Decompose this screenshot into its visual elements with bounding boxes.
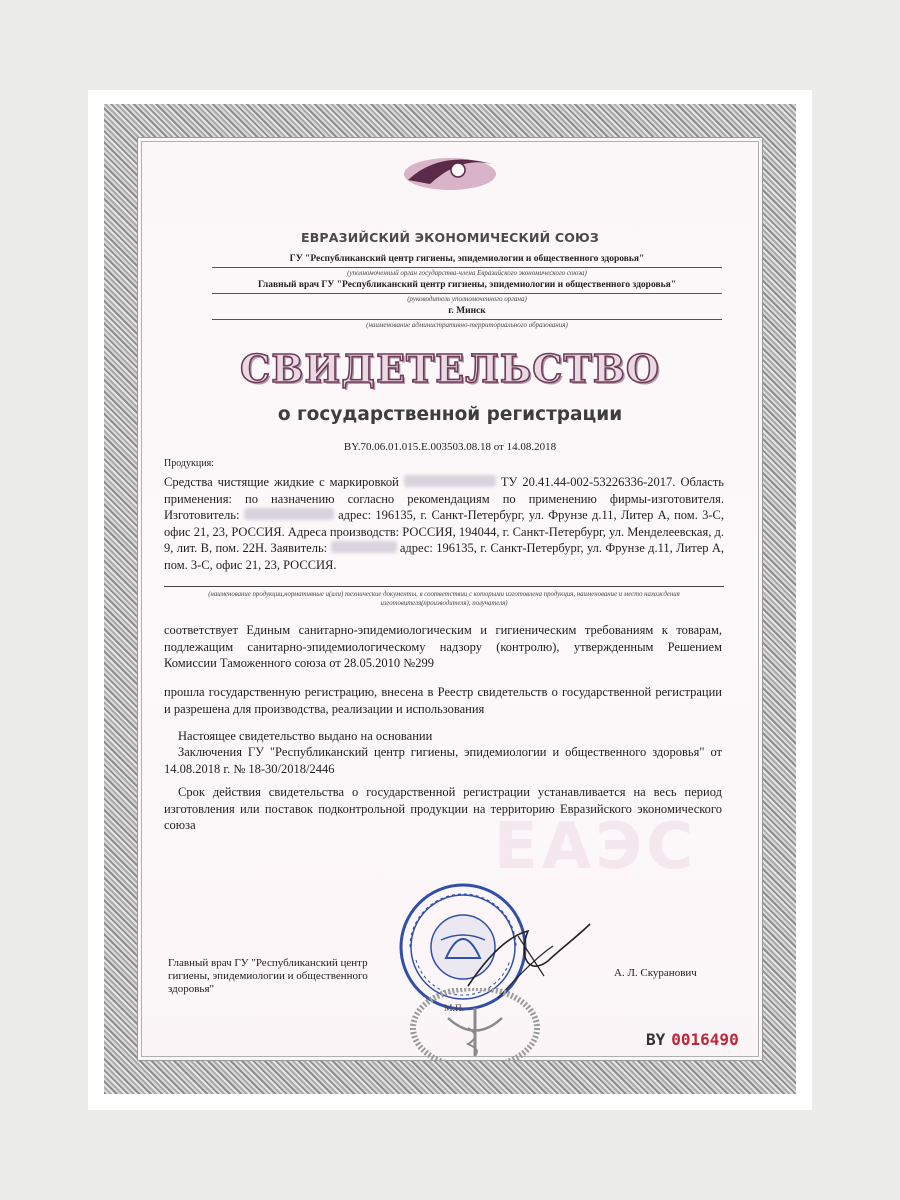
signatory-name: А. Л. Скуранович [614, 967, 697, 979]
serial-prefix: BY [646, 1030, 666, 1049]
underline [212, 267, 722, 268]
authority-name: ГУ "Республиканский центр гигиены, эпидемиологии и общественного здоровья" [289, 254, 645, 264]
validity-text: Срок действия свидетельства о государственной регистрации устанавливается на весь период изготовления или поставок подконтрольной продукции на территорию Евразийского экономического союза [164, 785, 722, 833]
redacted-manufacturer [244, 508, 334, 520]
underline [212, 319, 722, 320]
product-text-2: ТУ 20.41.44-002-53226336-2017. Область применения: по назначению согласно рекомендациям по применению фирмы-изготовителя. Изготовитель: [164, 475, 725, 523]
underline [212, 293, 722, 294]
certificate-body [138, 138, 762, 1060]
product-label: Продукция: [164, 458, 214, 469]
signatory-position: Главный врач ГУ "Республиканский центр гигиены, эпидемиологии и общественного здоровья" [168, 957, 368, 995]
underline [164, 586, 724, 587]
conformity-text: соответствует Единым санитарно-эпидемиологическим и гигиеническим требованиям к товарам, подлежащим санитарно-эпидемиологическому надзору (контролю), утвержденным Решением Комиссии Таможенного союза от 28.05.2010 №299 [164, 623, 722, 671]
document-subtitle: о государственной регистрации [277, 404, 623, 425]
basis-intro: Настоящее свидетельство выдано на основании [178, 729, 433, 743]
union-name: ЕВРАЗИЙСКИЙ ЭКОНОМИЧЕСКИЙ СОЮЗ [300, 230, 600, 245]
seal-place-label: М.П. [444, 1004, 465, 1014]
product-description [164, 474, 724, 574]
product-text-4: адрес: 196135, г. Санкт-Петербург, ул. Фрунзе д.11, Литер А, пом. 3-С, офис 21, 23, РОССИЯ. [164, 541, 725, 572]
redacted-mark [404, 475, 496, 487]
basis-text: Заключения ГУ "Республиканский центр гигиены, эпидемиологии и общественного здоровья" от 14.08.2018 г. № 18-30/2018/2446 [164, 745, 722, 776]
serial-digits: 0016490 [671, 1030, 739, 1049]
authority-head-note: (руководитель уполномоченного органа) [407, 295, 527, 303]
medical-seal-icon [408, 988, 542, 1060]
eaeu-emblem-icon [400, 150, 500, 194]
authority-head: Главный врач ГУ "Республиканский центр гигиены, эпидемиологии и общественного здоровья" [257, 280, 677, 290]
redacted-applicant [331, 541, 397, 553]
eaeu-watermark: ЕАЭС [494, 810, 698, 884]
document-title: СВИДЕТЕЛЬСТВО [240, 346, 660, 391]
registration-text: прошла государственную регистрацию, внесена в Реестр свидетельств о государственной регистрации и разрешена для производства, реализации и использования [164, 685, 722, 716]
registration-number: BY.70.06.01.015.E.003503.08.18 от 14.08.2018 [343, 441, 557, 453]
certificate-sheet [88, 90, 812, 1110]
city: г. Минск [448, 306, 486, 316]
authority-note: (уполномоченный орган государства-члена Евразийского экономического союза) [347, 269, 587, 277]
serial-number [646, 1030, 739, 1049]
product-note: (наименование продукции,нормативные и(или) технические документы, в соответствии с которыми изготовлена продукция, наименование и место нахождения изготовителя(производителя), получателя) [208, 591, 680, 607]
product-text-3: адрес: 196135, г. Санкт-Петербург, ул. Фрунзе д.11, Литер А, пом. 3-С, офис 21, 23, РОССИЯ. Адреса производств: РОССИЯ, 194044, г. Санкт-Петербург, ул. Менделеевская, д. 9, лит. В, пом. 22Н. Заявитель: [164, 508, 725, 556]
product-text-1: Средства чистящие жидкие с маркировкой [164, 475, 399, 489]
city-note: (наименование административно-территориального образования) [366, 321, 568, 329]
